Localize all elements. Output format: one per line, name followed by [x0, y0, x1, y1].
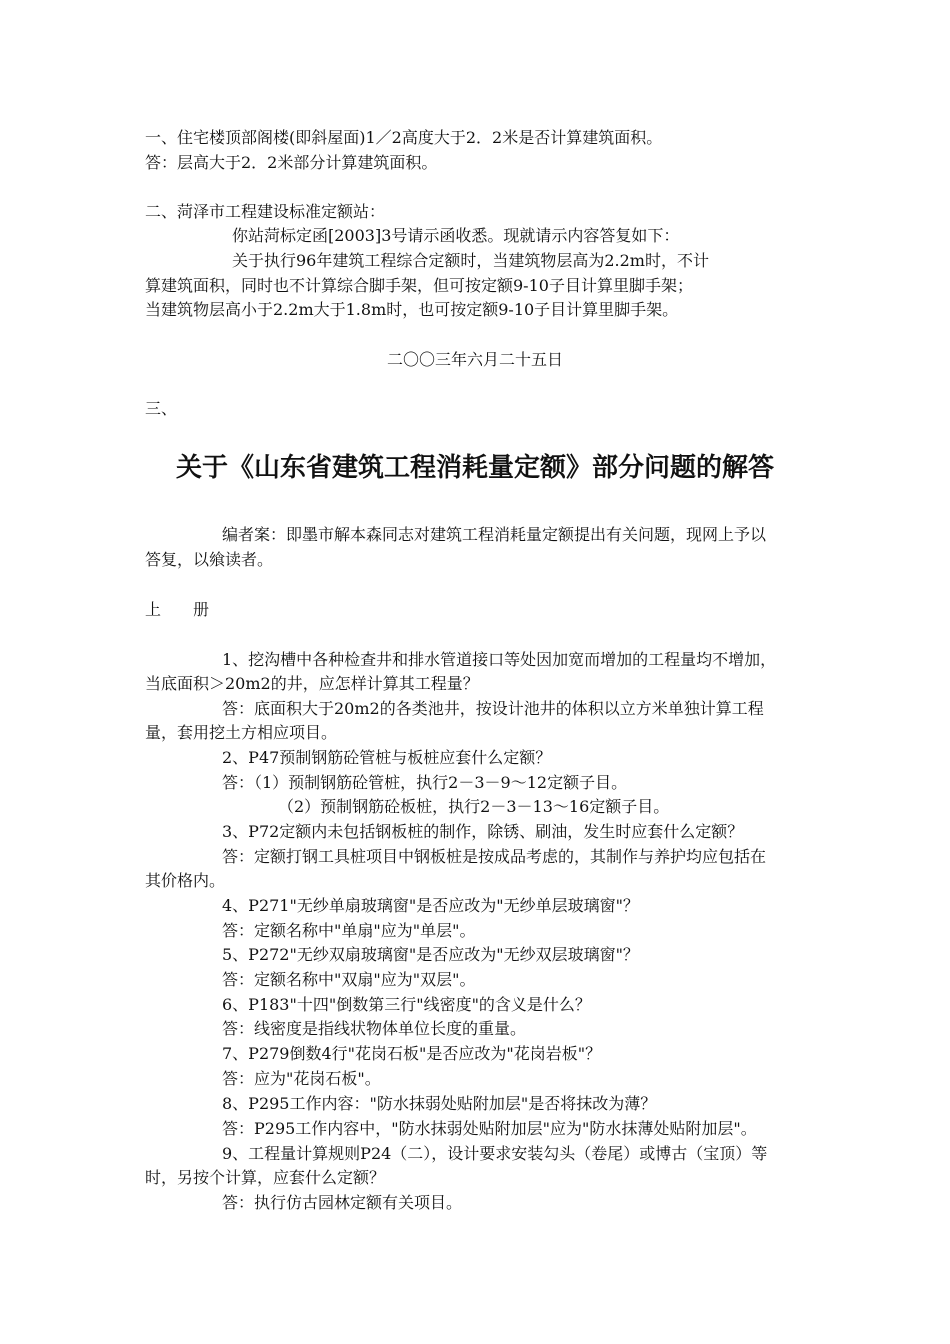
qa-line: 答：定额名称中"双扇"应为"双层"。 [222, 970, 476, 989]
answer-1: 答：层高大于2．2米部分计算建筑面积。 [145, 153, 438, 172]
reply-paragraph-2-line: 关于执行96年建筑工程综合定额时，当建筑物层高为2.2m时，不计 [232, 251, 709, 270]
reply-paragraph-2-line: 当建筑物层高小于2.2m大于1.8m时，也可按定额9-10子目计算里脚手架。 [145, 300, 679, 319]
qa-line: 2、P47预制钢筋砼管桩与板桩应套什么定额？ [222, 748, 552, 767]
qa-line: 8、P295工作内容："防水抹弱处贴附加层"是否将抹改为薄？ [222, 1094, 657, 1113]
question-1: 一、住宅楼顶部阁楼(即斜屋面)1／2高度大于2．2米是否计算建筑面积。 [145, 128, 663, 147]
volume-label: 上 册 [145, 600, 210, 619]
qa-line: 1、挖沟槽中各种检查井和排水管道接口等处因加宽而增加的工程量均不增加， [222, 650, 777, 669]
qa-line: 7、P279倒数4行"花岗石板"是否应改为"花岗岩板"？ [222, 1044, 602, 1063]
section-2-heading: 二、菏泽市工程建设标准定额站： [145, 202, 386, 221]
qa-line: 答：底面积大于20m2的各类池井，按设计池井的体积以立方米单独计算工程 [222, 699, 764, 718]
qa-line: 4、P271"无纱单扇玻璃窗"是否应改为"无纱单层玻璃窗"？ [222, 896, 639, 915]
qa-line: 当底面积＞20m2的井，应怎样计算其工程量？ [145, 674, 479, 693]
reply-paragraph-2-line: 算建筑面积，同时也不计算综合脚手架，但可按定额9-10子目计算里脚手架； [145, 276, 693, 295]
qa-line: 其价格内。 [145, 871, 226, 890]
reply-paragraph-1: 你站菏标定函[2003]3号请示函收悉。现就请示内容答复如下： [232, 226, 680, 245]
qa-line: （2）预制钢筋砼板桩，执行2－3－13～16定额子目。 [278, 797, 670, 816]
editor-note-line: 编者案：即墨市解本森同志对建筑工程消耗量定额提出有关问题，现网上予以 [222, 525, 767, 544]
qa-line: 答：P295工作内容中，"防水抹弱处贴附加层"应为"防水抹薄处贴附加层"。 [222, 1119, 757, 1138]
qa-line: 答：应为"花岗石板"。 [222, 1069, 381, 1088]
qa-line: 答：（1）预制钢筋砼管桩，执行2－3－9～12定额子目。 [222, 773, 628, 792]
qa-line: 6、P183"十四"倒数第三行"线密度"的含义是什么？ [222, 995, 591, 1014]
qa-line: 答：定额名称中"单扇"应为"单层"。 [222, 921, 476, 940]
qa-line: 量，套用挖土方相应项目。 [145, 723, 338, 742]
qa-line: 答：定额打钢工具桩项目中钢板桩是按成品考虑的，其制作与养护均应包括在 [222, 847, 767, 866]
qa-line: 答：线密度是指线状物体单位长度的重量。 [222, 1019, 527, 1038]
reply-date: 二〇〇三年六月二十五日 [386, 350, 563, 369]
qa-line: 5、P272"无纱双扇玻璃窗"是否应改为"无纱双层玻璃窗"？ [222, 945, 639, 964]
qa-line: 答：执行仿古园林定额有关项目。 [222, 1193, 463, 1212]
qa-line: 3、P72定额内未包括钢板桩的制作，除锈、刷油，发生时应套什么定额？ [222, 822, 744, 841]
qa-line: 时，另按个计算，应套什么定额？ [145, 1168, 386, 1187]
editor-note-line: 答复，以飨读者。 [145, 550, 274, 569]
qa-line: 9、工程量计算规则P24（二），设计要求安装勾头（卷尾）或博古（宝顶）等 [222, 1144, 768, 1163]
document-title: 关于《山东省建筑工程消耗量定额》部分问题的解答 [175, 453, 774, 483]
section-3-label: 三、 [145, 399, 178, 418]
